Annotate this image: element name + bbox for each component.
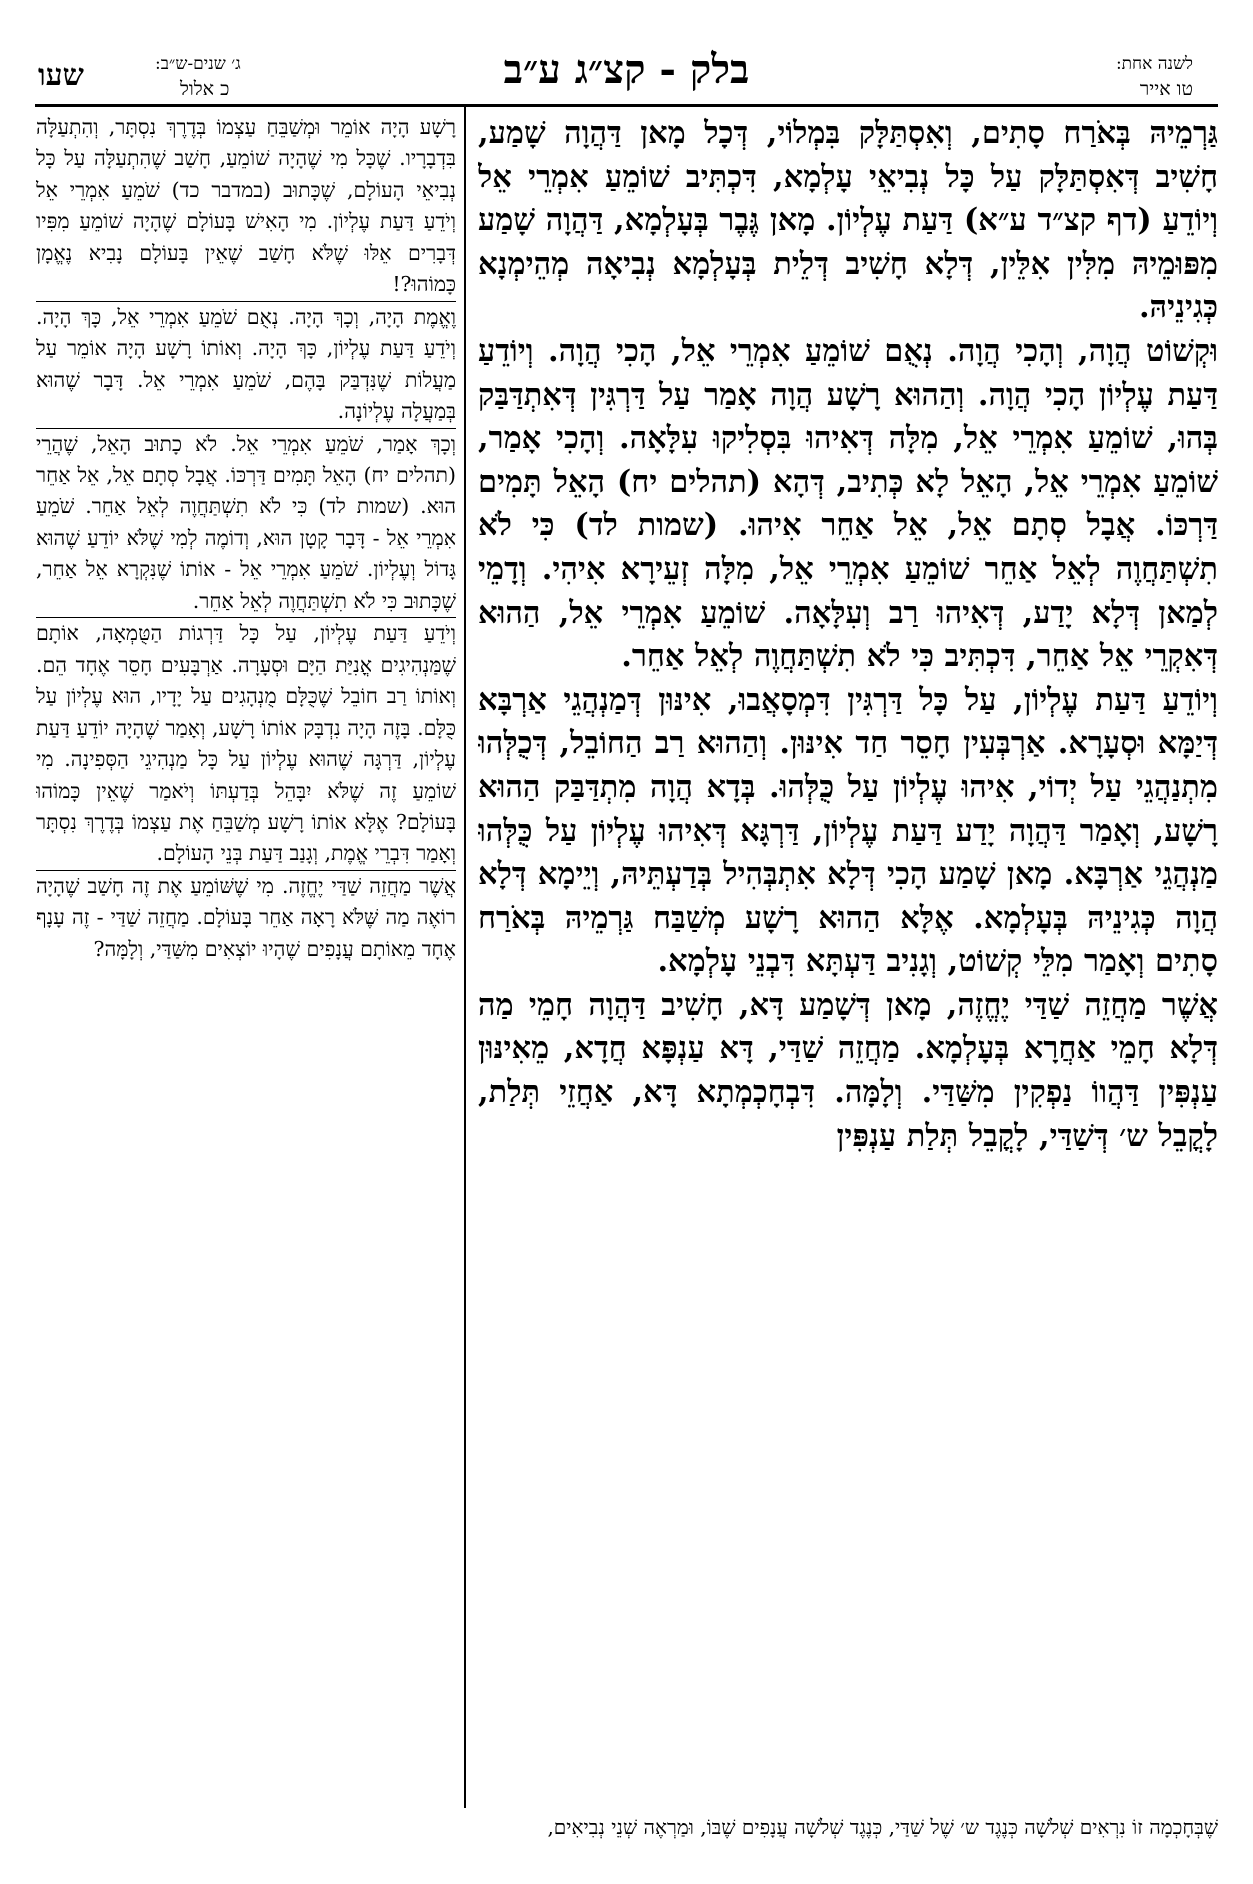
translation-column [36, 112, 456, 1808]
main-paragraph: וְיוֹדֵעַ דַּעַת עֶלְיוֹן, עַל כָּל דַּרְגִּין דִּמְסָאֲבוּ, אִינּוּן דְּמַנְהֲגֵי אַרְבָּא דְּיַמָּא וּסְעָרָא. אַרְבְּעִין חָסֵר חַד אִינּוּן. וְהַהוּא רַב הַחוֹבֵל, דְּכֻלְּהוּ מִתְנַהֲגֵי עַל יְדוֹי, אִיהוּ עֶלְיוֹן עַל כֻּלְּהוּ. בְּדָא הֲוָה מִתְדַּבַּק הַהוּא רָשָׁע, וְאָמַר דַּהֲוָה יָדַע דַּעַת עֶלְיוֹן, דַּרְגָּא דְּאִיהוּ עֶלְיוֹן עַל כֻּלְּהוּ מַנְהֲגֵי אַרְבָּא. מָאן שָׁמַע הָכִי דְּלָא אִתְבְּהִיל בְּדַעְתֵּיהּ, וְיֵימָא דְּלָא הֲוָה כְּגִינֵיהּ בְּעָלְמָא. אֶלָּא הַהוּא רָשָׁע מְשַׁבַּח גַּרְמֵיהּ בְּאֹרַח סָתִים וְאָמַר מִלֵּי קְשׁוֹט, וְגָנִיב דַּעְתָּא דִּבְנֵי עָלְמָא. [478, 681, 1218, 980]
main-paragraph: גַּרְמֵיהּ בְּאֹרַח סָתִים, וְאִסְתַּלָּק בִּמְלוֹי, דְּכָל מָאן דַּהֲוָה שָׁמַע, חָשִׁיב דְּאִסְתַּלָּק עַל כָּל נְבִיאֵי עָלְמָא, דִּכְתִּיב שׁוֹמֵעַ אִמְרֵי אֵל וְיוֹדֵעַ (דף קצ״ד ע״א) דַּעַת עֶלְיוֹן. מָאן גֶּבֶר בְּעָלְמָא, דַּהֲוָה שָׁמַע מִפּוּמֵיהּ מִלִּין אִלֵּין, דְּלָא חָשִׁיב דְּלֵית בְּעָלְמָא נְבִיאָה מְהֵימְנָא כְּגִינֵיהּ. [478, 115, 1218, 326]
study-plan-three-year-date: כ אלול [180, 78, 230, 100]
column-divider [464, 106, 466, 1808]
page-header [0, 0, 1253, 104]
main-text-column [478, 112, 1218, 1808]
translation-paragraph: אֲשֶׁר מַחֲזֵה שַׁדַּי יֶחֱזֶה. מִי שֶׁשּׁוֹמֵעַ אֶת זֶה חָשַׁב שֶׁהָיָה רוֹאֶה מַה שֶּׁלֹּא רָאָה אַחֵר בָּעוֹלָם. מַחֲזֵה שַׁדַּי - זֶה עָנָף אֶחָד מֵאוֹתָם עֲנָפִים שֶׁהָיוּ יוֹצְאִים מִשַּׁדַּי, וְלָמָּה? [36, 873, 456, 961]
footer-continuation-line: שֶׁבְּחָכְמָה זוֹ נִרְאִים שְׁלֹשָׁה כְּנֶגֶד ש׳ שֶׁל שַׁדַּי, כְּנֶגֶד שְׁלֹשָׁה עֲנָפִים שֶׁבּוֹ, וּמַרְאֶה שְׁנֵי נְבִיאִים, [547, 1815, 1218, 1839]
study-plan-one-year-label: לשנה אחת: [1115, 54, 1193, 74]
translation-paragraph: וְכָךְ אָמַר, שֹׁמֵעַ אִמְרֵי אֵל. לֹא כָתוּב הָאֵל, שֶׁהֲרֵי (תהלים יח) הָאֵל תָּמִים דַּרְכּוֹ. אֲבָל סְתָם אֵל, אֵל אַחֵר הוּא. (שמות לד) כִּי לֹא תִשְׁתַּחֲוֶה לְאֵל אַחֵר. שֹׁמֵעַ אִמְרֵי אֵל - דָּבָר קָטָן הוּא, וְדוֹמֶה לְמִי שֶׁלֹּא יוֹדֵעַ שֶׁהוּא גָּדוֹל וְעֶלְיוֹן. שֹׁמֵעַ אִמְרֵי אֵל - אוֹתוֹ שֶׁנִּקְרָא אֵל אַחֵר, שֶׁכָּתוּב כִּי לֹא תִשְׁתַּחֲוֶה לְאֵל אַחֵר. [36, 429, 456, 619]
translation-paragraph: רָשָׁע הָיָה אוֹמֵר וּמְשַׁבֵּחַ עַצְמוֹ בְּדֶרֶךְ נִסְתָּר, וְהִתְעַלָּה בִּדְבָרָיו. שֶׁכָּל מִי שֶׁהָיָה שׁוֹמֵעַ, חָשַׁב שֶׁהִתְעַלָּה עַל כָּל נְבִיאֵי הָעוֹלָם, שֶׁכָּתוּב (במדבר כד) שֹׁמֵעַ אִמְרֵי אֵל וְיֹדֵעַ דַּעַת עֶלְיוֹן. מִי הָאִישׁ בָּעוֹלָם שֶׁהָיָה שׁוֹמֵעַ מִפִּיו דְּבָרִים אֵלּוּ שֶׁלֹּא חָשַׁב שֶׁאֵין בָּעוֹלָם נָבִיא נֶאֱמָן כָּמוֹהוּ?! [36, 112, 456, 302]
main-paragraph: וּקְשׁוֹט הֲוָה, וְהָכִי הֲוָה. נְאֻם שׁוֹמֵעַ אִמְרֵי אֵל, הָכִי הֲוָה. וְיוֹדֵעַ דַּעַת עֶלְיוֹן הָכִי הֲוָה. וְהַהוּא רָשָׁע הֲוָה אָמַר עַל דַּרְגִּין דְּאִתְדַּבַּק בְּהוּ, שׁוֹמֵעַ אִמְרֵי אֵל, מִלָּה דְּאִיהוּ בִּסְלִיקוּ עִלָּאָה. וְהָכִי אָמַר, שׁוֹמֵעַ אִמְרֵי אֵל, הָאֵל לָא כְּתִיב, דְּהָא (תהלים יח) הָאֵל תָּמִים דַּרְכּוֹ. אֲבָל סְתָם אֵל, אֵל אַחֵר אִיהוּ. (שמות לד) כִּי לֹא תִשְׁתַּחֲוֶה לְאֵל אַחֵר שׁוֹמֵעַ אִמְרֵי אֵל, מִלָּה זְעֵירָא אִיהִי. וְדָמֵי לְמַאן דְּלָא יָדַע, דְּאִיהוּ רַב וְעִלָּאָה. שׁוֹמֵעַ אִמְרֵי אֵל, הַהוּא דְּאִקְרֵי אֵל אַחֵר, דִּכְתִּיב כִּי לֹא תִשְׁתַּחֲוֶה לְאֵל אַחֵר. [478, 332, 1218, 675]
study-plan-three-year-label: ג׳ שנים-ש״ב: [155, 54, 241, 74]
main-paragraph: אֲשֶׁר מַחֲזֵה שַׁדַּי יֶחֱזֶה, מָאן דְּשָׁמַע דָּא, חָשִׁיב דַּהֲוָה חָמֵי מַה דְּלָא חָמֵי אַחֲרָא בְּעָלְמָא. מַחֲזֵה שַׁדַּי, דָּא עַנְפָּא חֲדָא, מֵאִינּוּן עַנְפִּין דַּהֲווֹ נַפְקִין מִשַּׁדַּי. וְלָמָּה. דִּבְחָכְמְתָא דָּא, אַחֲזֵי תְּלַת, לָקֳבֵל ש׳ דְּשַׁדַּי, לָקֳבֵל תְּלַת עַנְפִּין [478, 986, 1218, 1154]
header-divider [35, 104, 1218, 107]
translation-paragraph: וְיֹדֵעַ דַּעַת עֶלְיוֹן, עַל כָּל דַּרְגוֹת הַטֻּמְאָה, אוֹתָם שֶׁמַּנְהִיגִים אֳנִיַּת הַיָּם וּסְעָרָה. אַרְבָּעִים חָסֵר אֶחָד הֵם. וְאוֹתוֹ רַב חוֹבֵל שֶׁכֻּלָּם מֻנְהָגִים עַל יָדָיו, הוּא עֶלְיוֹן עַל כֻּלָּם. בָּזֶה הָיָה נִדְבָּק אוֹתוֹ רָשָׁע, וְאָמַר שֶׁהָיָה יוֹדֵעַ דַּעַת עֶלְיוֹן, דַּרְגָּה שֶׁהוּא עֶלְיוֹן עַל כָּל מַנְהִיגֵי הַסְּפִינָה. מִי שׁוֹמֵעַ זֶה שֶׁלֹּא יִבָּהֵל בְּדַעְתּוֹ וְיֹאמַר שֶׁאֵין כָּמוֹהוּ בָּעוֹלָם? אֶלָּא אוֹתוֹ רָשָׁע מְשַׁבֵּחַ אֶת עַצְמוֹ בְּדֶרֶךְ נִסְתָּר וְאָמַר דִּבְרֵי אֱמֶת, וְגָנַב דַּעַת בְּנֵי הָעוֹלָם. [36, 618, 456, 871]
page-title: בלק - קצ״ג ע״ב [503, 46, 750, 93]
page-number: שעו [38, 58, 84, 93]
translation-paragraph: וֶאֱמֶת הָיָה, וְכָךְ הָיָה. נְאֻם שֹׁמֵעַ אִמְרֵי אֵל, כָּךְ הָיָה. וְיֹדֵעַ דַּעַת עֶלְיוֹן, כָּךְ הָיָה. וְאוֹתוֹ רָשָׁע הָיָה אוֹמֵר עַל מַעֲלוֹת שֶׁנִּדְבַּק בָּהֶם, שֹׁמֵעַ אִמְרֵי אֵל. דָּבָר שֶׁהוּא בְּמַעֲלָה עֶלְיוֹנָה. [36, 302, 456, 429]
study-plan-one-year-date: טו אייר [1139, 78, 1193, 100]
